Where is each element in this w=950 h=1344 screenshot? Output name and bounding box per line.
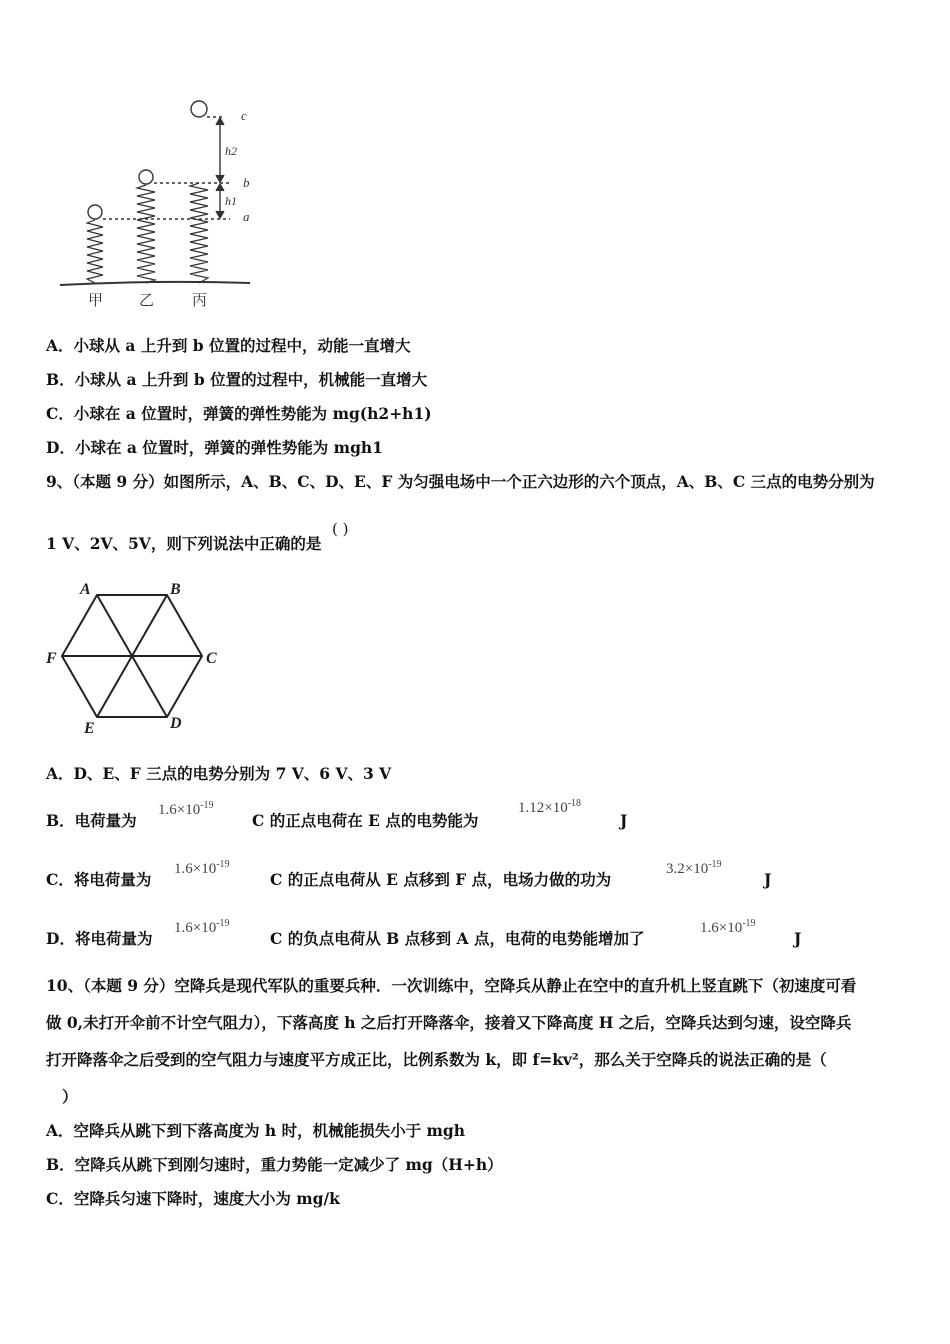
spring-bing: [190, 183, 208, 283]
q9-option-b-value2: $1.12\times 10^{-18}$: [518, 798, 582, 816]
q8-option-b: B．小球从 a 上升到 b 位置的过程中，机械能一直增大: [46, 370, 428, 389]
vertex-f: F: [46, 650, 57, 667]
label-h2: h2: [225, 144, 237, 158]
ball-yi: [139, 170, 153, 184]
ground-line: [60, 282, 250, 285]
q9-option-b-value1: $1.6\times 10^{-19}$: [158, 800, 214, 818]
q9-option-c-part2: C 的正点电荷从 E 点移到 F 点，电场力做的功为: [270, 870, 612, 889]
q10-stem-line2: 做 0,未打开伞前不计空气阻力），下落高度 h 之后打开降落伞，接着又下降高度 H 之后，空降兵达到匀速，设空降兵: [46, 1013, 852, 1032]
spring-figure: [55, 95, 275, 315]
spring-name-bing: 丙: [192, 293, 208, 309]
q9-option-d-value1: $1.6\times 10^{-19}$: [174, 918, 230, 936]
hexagon-figure: [42, 578, 232, 738]
q9-option-d-unit: J: [794, 929, 802, 948]
q9-option-d-part1: D．将电荷量为: [46, 929, 153, 948]
q9-option-d-value2: $1.6\times 10^{-19}$: [700, 918, 756, 936]
ball-c: [191, 101, 207, 117]
vertex-c: C: [206, 650, 217, 667]
q9-option-c-unit: J: [764, 870, 772, 889]
spring-name-yi: 乙: [139, 293, 155, 309]
q9-option-c-value2: $3.2\times 10^{-19}$: [666, 859, 722, 877]
q10-stem-line4: ）: [62, 1087, 78, 1106]
vertex-b: B: [170, 581, 181, 598]
q9-option-d-part2: C 的负点电荷从 B 点移到 A 点，电荷的电势能增加了: [270, 929, 645, 948]
spring-name-jia: 甲: [88, 293, 104, 309]
q10-option-c: C．空降兵匀速下降时，速度大小为 mg/k: [46, 1189, 340, 1208]
q10-stem-line3: 打开降落伞之后受到的空气阻力与速度平方成正比，比例系数为 k，即 f=kv²，那么关于空降兵的说法正确的是（: [46, 1050, 827, 1069]
q9-option-b-part1: B．电荷量为: [46, 811, 137, 830]
q8-option-a: A．小球从 a 上升到 b 位置的过程中，动能一直增大: [46, 336, 411, 355]
vertex-e: E: [84, 720, 95, 737]
vertex-d: D: [170, 715, 182, 732]
label-c: c: [241, 108, 247, 123]
q9-option-a: A．D、E、F 三点的电势分别为 7 V、6 V、3 V: [46, 764, 392, 783]
q9-option-b-part2: C 的正点电荷在 E 点的电势能为: [252, 811, 479, 830]
q8-option-d: D．小球在 a 位置时，弹簧的弹性势能为 mgh1: [46, 438, 383, 457]
spring-jia: [87, 220, 103, 283]
q9-answer-blank: ( ): [332, 520, 349, 538]
q9-stem-line2: 1 V、2V、5V，则下列说法中正确的是: [46, 534, 322, 553]
label-a: a: [243, 209, 250, 224]
label-b: b: [243, 175, 250, 190]
q9-option-b-unit: J: [620, 811, 628, 830]
q10-stem-line1: 10、（本题 9 分）空降兵是现代军队的重要兵种．一次训练中，空降兵从静止在空中的直升机上竖直跳下（初速度可看: [46, 976, 857, 995]
label-h1: h1: [225, 194, 237, 208]
q9-option-c-value1: $1.6\times 10^{-19}$: [174, 859, 230, 877]
ball-jia: [88, 205, 102, 219]
q10-option-b: B．空降兵从跳下到刚匀速时，重力势能一定减少了 mg（H+h）: [46, 1155, 503, 1174]
vertex-a: A: [80, 581, 91, 598]
spring-yi: [137, 185, 155, 283]
q8-option-c: C．小球在 a 位置时，弹簧的弹性势能为 mg(h2+h1): [46, 404, 432, 423]
q9-stem-line1: 9、（本题 9 分）如图所示，A、B、C、D、E、F 为匀强电场中一个正六边形的六个顶点，A、B、C 三点的电势分别为: [46, 472, 875, 491]
q10-option-a: A．空降兵从跳下到下落高度为 h 时，机械能损失小于 mgh: [46, 1121, 465, 1140]
q9-option-c-part1: C．将电荷量为: [46, 870, 152, 889]
